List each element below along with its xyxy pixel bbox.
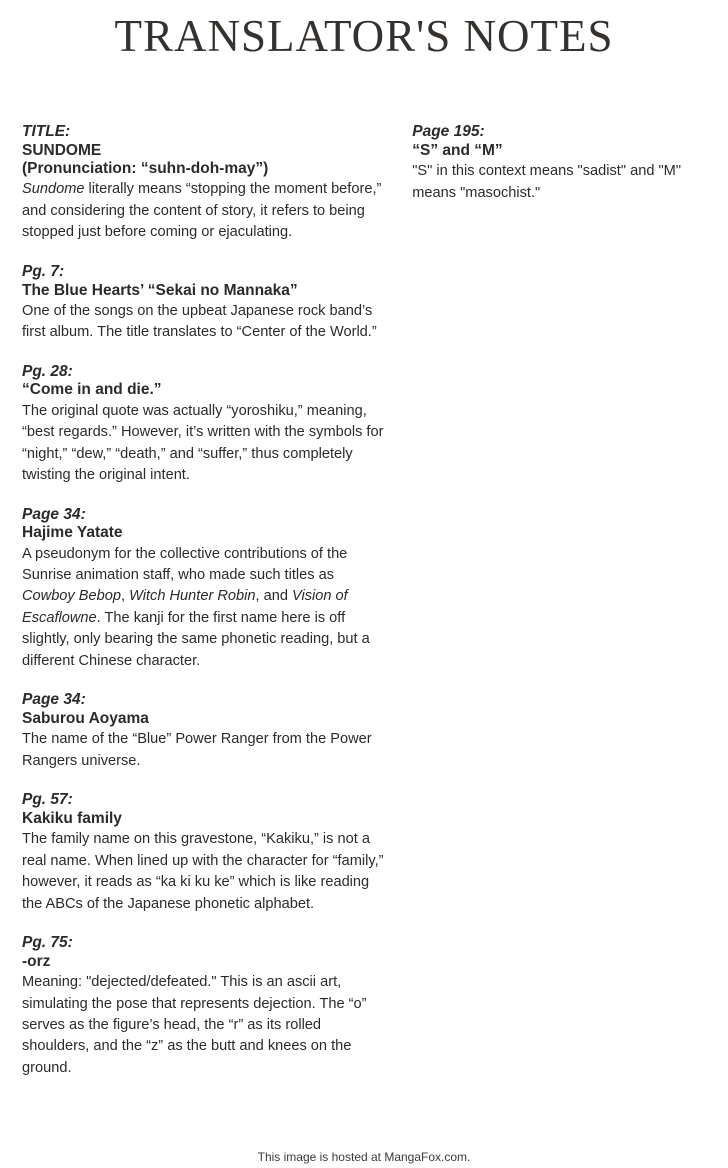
note-page-label: Page 34: — [22, 691, 86, 709]
note-heading-line1: SUNDOME — [22, 141, 102, 159]
note-page-label: Pg. 75: — [22, 934, 73, 952]
note-body-post: . The kanji for the first name here is off slightly, only bearing the same phonetic reading, but a different Chinese character. — [22, 609, 370, 669]
note-page-label: Pg. 28: — [22, 362, 73, 380]
note-page-34-yatate — [22, 506, 386, 673]
note-heading: -orz — [22, 952, 51, 970]
note-heading-line2: (Pronunciation: “suhn-doh-may”) — [22, 160, 269, 178]
note-page-label: TITLE: — [22, 123, 71, 140]
note-body: One of the songs on the upbeat Japanese rock band’s first album. The title translates to “Center of the World.” — [22, 302, 377, 341]
note-title — [22, 123, 386, 244]
note-page-label: Page 34: — [22, 505, 86, 523]
note-heading: The Blue Hearts’ “Sekai no Mannaka” — [22, 281, 298, 299]
right-column — [412, 123, 706, 1098]
note-body-italic-lead: Sundome — [22, 181, 85, 198]
left-column — [22, 123, 386, 1098]
note-heading: Saburou Aoyama — [22, 710, 149, 728]
note-body: Meaning: "dejected/defeated." This is an ascii art, simulating the pose that represents dejection. The “o” serves as the figure’s head, the “r” as its rolled shoulders, and the “z” as the butt and knees on the ground. — [22, 974, 367, 1076]
note-body: The original quote was actually “yoroshiku,” meaning, “best regards.” However, it’s written with the symbols for “night,” “dew,” “death,” and “suffer,” thus completely twisting the original intent. — [22, 402, 384, 484]
note-page-195 — [412, 123, 706, 204]
note-body: The name of the “Blue” Power Ranger from the Power Rangers universe. — [22, 731, 372, 769]
work-title-2: Witch Hunter Robin — [129, 588, 256, 605]
note-body — [22, 544, 386, 673]
note-body — [22, 179, 386, 243]
note-body-mid1: , — [120, 588, 130, 605]
work-title-3: Vision of Escaflowne — [22, 588, 348, 626]
note-heading: “Come in and die.” — [22, 381, 162, 399]
note-pg-57 — [22, 791, 386, 915]
notes-columns — [0, 68, 728, 1098]
note-body-text: literally means “stopping the moment before,” and considering the content of story, it refers to being stopped just before coming or ejaculating. — [22, 181, 382, 241]
note-heading: Kakiku family — [22, 810, 122, 827]
note-heading: “S” and “M” — [412, 141, 503, 159]
hosting-footer: This image is hosted at MangaFox.com. — [257, 1150, 471, 1164]
note-pg-28 — [22, 363, 386, 487]
note-body-pre: A pseudonym for the collective contributions of the Sunrise animation staff, who made such titles as — [22, 545, 348, 584]
note-heading: Hajime Yatate — [22, 524, 123, 542]
note-pg-75 — [22, 934, 386, 1079]
note-page-label: Page 195: — [412, 123, 485, 140]
work-title-1: Cowboy Bebop — [22, 588, 121, 605]
note-body: The family name on this gravestone, “Kakiku,” is not a real name. When lined up with the character for “family,” however, it reads as “ka ki ku ke” which is like reading the ABCs of the Japanese phonetic alphabet. — [22, 831, 384, 912]
note-heading — [22, 142, 386, 179]
note-page-34-aoyama — [22, 691, 386, 772]
note-body: "S" in this context means "sadist" and "M" means "masochist." — [412, 163, 682, 201]
note-pg-7 — [22, 263, 386, 344]
note-page-label: Pg. 7: — [22, 262, 65, 280]
note-body-mid2: , and — [255, 588, 293, 605]
page-title: TRANSLATOR'S NOTES — [114, 11, 614, 61]
note-page-label: Pg. 57: — [22, 791, 73, 809]
